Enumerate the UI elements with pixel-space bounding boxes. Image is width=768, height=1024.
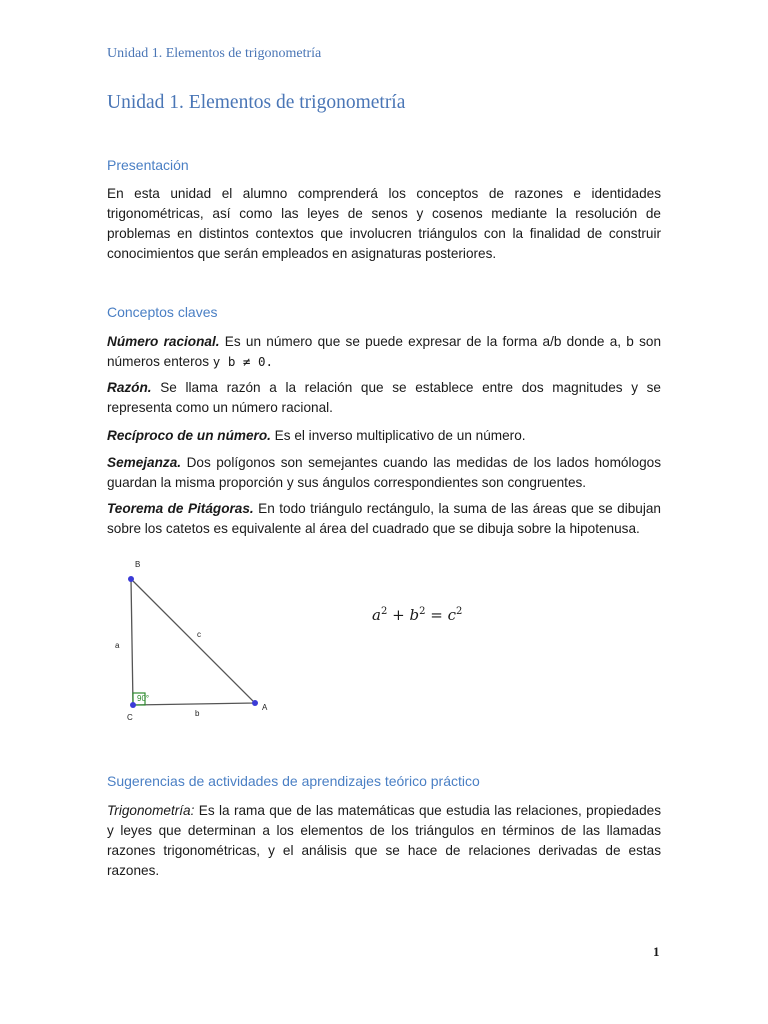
concept-text: Es un número que se puede expresar de la forma a/b donde a, b son números enteros bbox=[107, 334, 662, 369]
concept-text: Es el inverso multiplicativo de un número. bbox=[270, 428, 526, 443]
vertex-point-a bbox=[252, 700, 258, 706]
vertex-point-b bbox=[128, 576, 134, 582]
paragraph-presentacion: En esta unidad el alumno comprenderá los conceptos de razones e identidades trigonométricas, así como las leyes de senos y cosenos mediante la resolución de problemas en distintos contextos que involucren triángulos con la finalidad de construir conocimientos que serán empleados en asignaturas posteriores. bbox=[107, 186, 661, 261]
concept-text: En todo triángulo rectángulo, la suma de las áreas que se dibujan sobre los catetos es equivalente al área del cuadrado que se dibuja sobre la hipotenusa. bbox=[107, 501, 661, 536]
pythagorean-formula: $a^2 + b^2 = c^2$ bbox=[372, 606, 463, 624]
running-header: Unidad 1. Elementos de trigonometría bbox=[107, 46, 322, 61]
side-label-b: b bbox=[195, 709, 200, 718]
concept-term: Semejanza. bbox=[107, 455, 182, 470]
concept-reciproco bbox=[107, 426, 661, 446]
definition-term: Trigonometría: bbox=[107, 803, 195, 818]
angle-label: 90° bbox=[137, 694, 150, 703]
side-label-c: c bbox=[197, 630, 201, 639]
triangle-shape bbox=[131, 579, 255, 705]
heading-sugerencias: Sugerencias de actividades de aprendizajes teórico práctico bbox=[107, 773, 480, 789]
heading-presentacion: Presentación bbox=[107, 157, 189, 173]
right-triangle-diagram bbox=[100, 552, 290, 732]
side-label-a: a bbox=[115, 641, 120, 650]
paragraph-trigonometria bbox=[107, 801, 661, 881]
concept-tail: y b ≠ 0. bbox=[212, 354, 274, 369]
definition-text: Es la rama que de las matemáticas que estudia las relaciones, propiedades y leyes que determinan a los elementos de los triángulos en términos de las llamadas razones trigonométricas, y el análisis que se hace de relaciones derivadas de estas razones. bbox=[107, 803, 661, 878]
page-title: Unidad 1. Elementos de trigonometría bbox=[107, 92, 406, 113]
concept-numero-racional bbox=[107, 332, 661, 372]
concept-term: Número racional. bbox=[107, 334, 220, 349]
concept-pitagoras bbox=[107, 499, 661, 539]
concept-text: Se llama razón a la relación que se establece entre dos magnitudes y se representa como un número racional. bbox=[107, 380, 661, 415]
vertex-label-a: A bbox=[262, 703, 268, 712]
concept-term: Razón. bbox=[107, 380, 152, 395]
concept-term: Teorema de Pitágoras. bbox=[107, 501, 254, 516]
vertex-point-c bbox=[130, 702, 136, 708]
page-number: 1 bbox=[653, 944, 660, 959]
vertex-label-c: C bbox=[127, 713, 133, 722]
concept-razon bbox=[107, 378, 661, 418]
concept-term: Recíproco de un número. bbox=[107, 428, 271, 443]
vertex-label-b: B bbox=[135, 560, 141, 569]
heading-conceptos-claves: Conceptos claves bbox=[107, 304, 218, 320]
concept-semejanza bbox=[107, 453, 661, 493]
concept-text: Dos polígonos son semejantes cuando las medidas de los lados homólogos guardan la misma proporción y sus ángulos correspondientes son congruentes. bbox=[107, 455, 661, 490]
